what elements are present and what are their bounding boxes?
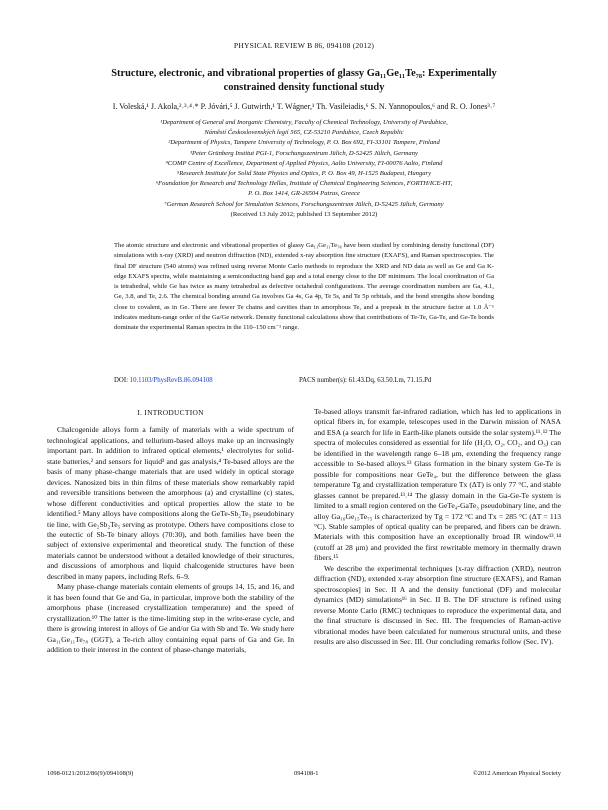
section-heading: I. INTRODUCTION [137, 408, 204, 417]
affiliation-line: ³Peter Grünberg Institut PGI-1, Forschungszentrum Jülich, D-52425 Jülich, Germany [190, 149, 418, 157]
title-line-1: Structure, electronic, and vibrational properties of glassy Ga₁₁Ge₁₁Te₇₈: Experimentally [111, 68, 497, 79]
paragraph: Te-based alloys transmit far-infrared radiation, which has led to applications in optical fibers in, for example, telescopes used in the Darwin mission of NASA and ESA (a search for life in Earth-like planets outside the solar system).¹¹˒¹² The spectra of molecules considered as essential for life (H₂O, O₂, CO₂, and O₃) can be identified in the wavelength range 6–18 μm, extending the frequency range accessible to Se-based alloys.¹³ Glass formation in the binary system Ge-Te is possible for compositions near GeTe₄, but the difference between the glass temperature Tg and crystallization temperature Tx (ΔT) is only 77 °C, and stable glasses cannot be prepared.¹³˒¹⁴ The glassy domain in the Ga-Ge-Te system is limited to a small region centered on the GeTe₄-GaTe₃ pseudobinary line, and the alloy Ga₁₀Ge₁₅Te₇₅ is characterized by Tg = 172 °C and Tx = 285 °C (ΔT = 113 °C). Stable samples of optical quality can be prepared, and fibers can be drawn. Materials with this composition have an exceptionally broad IR window¹³˒¹⁴ (cutoff at 28 μm) and provided the first rewritable memory in thermally drawn fibers.¹⁵ [314, 407, 561, 563]
paragraph: We describe the experimental techniques [x-ray diffraction (XRD), neutron diffraction (ND), extended x-ray absorption fine structure (EXAFS), and Raman spectroscopies] in Sec. II A and the density functional (DF) and molecular dynamics (MD) simulations¹⁶ in Sec. II B. The DF structure is refined using reverse Monte Carlo (RMC) techniques to reproduce the experimental data, and the final structure is discussed in Sec. III. The frequencies of Raman-active vibrational modes have been calculated for numerous structural units, and these results are also discussed in Sec. III. Our concluding remarks follow (Sec. IV). [314, 563, 561, 646]
affiliation-line: ⁵Research Institute for Solid State Physics and Optics, P. O. Box 49, H-1525 Budapest, Hungary [176, 170, 432, 178]
title-line-2: constrained density functional study [223, 82, 385, 93]
affiliation-line: ⁶Foundation for Research and Technology Hellas, Institute of Chemical Engineering Sciences, FORTH/ICE-HT, [155, 180, 453, 188]
affiliation-line: P. O. Box 1414, GR-26504 Patras, Greece [248, 190, 360, 198]
paper-title [60, 67, 548, 95]
affiliation-line: ⁴COMP Centre of Excellence, Department of Applied Physics, Aalto University, FI-00076 Aalto, Finland [165, 159, 443, 167]
right-column [314, 407, 561, 647]
doi-link[interactable]: 10.1103/PhysRevB.86.094108 [129, 377, 213, 384]
page-number: 094108-1 [294, 770, 319, 777]
received-dates: (Received 13 July 2012; published 13 September 2012) [230, 210, 378, 218]
left-column [47, 408, 294, 655]
doi-pacs-line [114, 377, 494, 384]
author-list: I. Voleská,¹ J. Akola,²˒³˒⁴˒* P. Jóvári,⁵ J. Gutwirth,¹ T. Wágner,¹ Th. Vasileiadis,⁶ S. N. Yannopoulos,⁶ and R. O. Jones³˒⁷ [112, 102, 496, 111]
affiliation-line: ¹Department of General and Inorganic Chemistry, Faculty of Chemical Technology, University of Pardubice, [160, 119, 448, 126]
paragraph: Chalcogenide alloys form a family of materials with a wide spectrum of technological applications, and tellurium-based alloys make up an increasingly important part. In addition to infrared optical elements,¹ electrolytes for solid-state batteries,² and sensors for liquid³ and gas analysis,⁴ Te-based alloys are the basis of many phase-change materials that are used widely in optical storage devices. Nanosized bits in thin films of these materials show remarkably rapid and reversible transitions between the amorphous (a) and crystalline (c) states, whose different conductivities and optical properties allow the state to be identified.⁵ Many alloys have compositions along the GeTe-Sb₂Te₃ pseudobinary tie line, with Ge₂Sb₂Te₅ serving as prototype. Others have compositions close to the eutectic of Sb-Te binary alloys (70:30), and both families have been the subject of extensive experimental and theoretical study. The function of these materials cannot be understood without a detailed knowledge of their structures, and discussions of amorphous and liquid chalcogenide structures have been described in many papers, including Refs. 6–9. [47, 425, 294, 581]
paragraph: Many phase-change materials contain elements of groups 14, 15, and 16, and it has been found that Ge and Ga, in particular, improve both the stability of the amorphous phase (increased crystallization temperature) and the speed of crystallization.¹⁰ The latter is the time-limiting step in the write-erase cycle, and there is growing interest in alloys of Ge and/or Ga with Sb and Te. We study here Ga₁₁Ge₁₁Te₇₈ (GGT), a Te-rich alloy containing equal parts of Ga and Ge. In addition to their interest in the context of phase-change materials, [47, 582, 294, 654]
affiliation-line: ⁷German Research School for Simulation Sciences, Forschungszentrum Jülich, D-52425 Jülich, Germany [164, 200, 444, 208]
pacs-numbers: PACS number(s): 61.43.Dq, 63.50.Lm, 71.15.Pd [299, 377, 432, 384]
footer-issn: 1098-0121/2012/86(9)/094108(9) [47, 770, 134, 777]
doi-label: DOI: [114, 377, 128, 384]
affiliation-line: ²Department of Physics, Tampere University of Technology, P. O. Box 692, FI-33101 Tampere, Finland [168, 139, 440, 147]
affiliations [70, 118, 538, 220]
affiliation-line: Náměstí Československých legií 565, CZ-53210 Pardubice, Czech Republic [204, 129, 404, 137]
copyright: ©2012 American Physical Society [472, 770, 561, 777]
abstract: The atomic structure and electronic and vibrational properties of glassy Ga₁₁Ge₁₁Te₇₈ have been studied by combining density functional (DF) simulations with x-ray (XRD) and neutron diffraction (ND), extended x-ray absorption fine structure (EXAFS), and Raman spectroscopies. The final DF structure (540 atoms) was refined using reverse Monte Carlo methods to reproduce the XRD and ND data as well as Ge and Ga K-edge EXAFS spectra, while maintaining a semiconducting band gap and a total energy close to the DF minimum. The local coordination of Ga is tetrahedral, while Ge has twice as many tetrahedral as defective octahedral configurations. The average coordination numbers are Ga, 4.1, Ge, 3.8, and Te, 2.6. The chemical bonding around Ga involves Ga 4s, Ga 4p, Te 5s, and Te 5p orbitals, and the bond strengths show bonding close to covalent, as in Ge. There are fewer Te chains and cavities than in amorphous Te, and a prepeak in the structure factor at 1.0 Å⁻¹ indicates medium-range order of the Ga/Ge network. Density functional calculations show that contributions of Te-Te, Ga-Te, and Ge-Te bonds dominate the experimental Raman spectra in the 110–150 cm⁻¹ range. [114, 242, 494, 332]
running-header: PHYSICAL REVIEW B 86, 094108 (2012) [233, 41, 375, 50]
